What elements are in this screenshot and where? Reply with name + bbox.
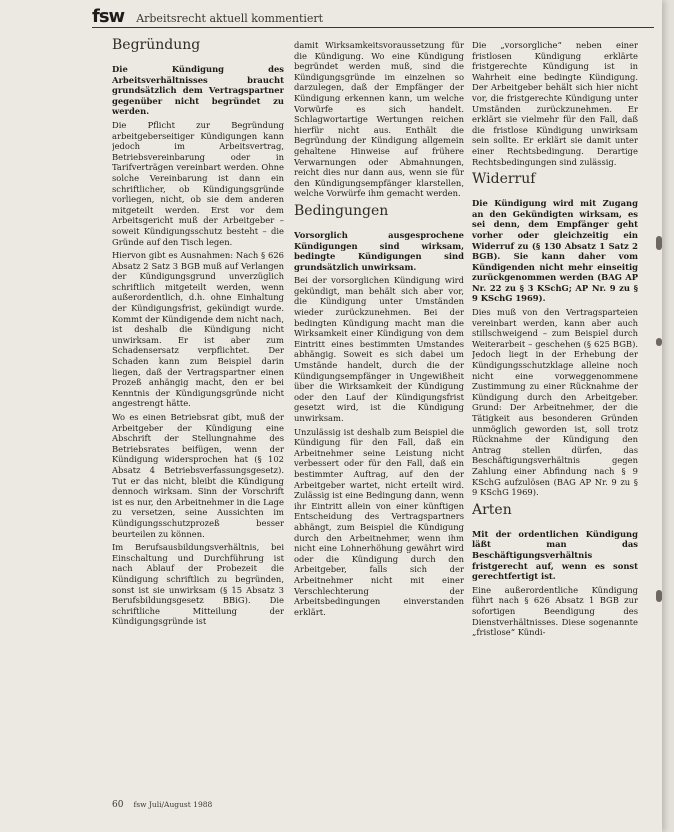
binder-hole-mark	[656, 236, 662, 250]
binder-hole-mark	[656, 590, 662, 602]
body-paragraph: Im Berufsausbildungsverhältnis, bei Einschaltung und Durchführung ist nach Ablauf der Probezeit die Kündigung schriftlich zu begründen, sonst ist sie unwirksam (§ 15 Absatz 3 Berufsbildungsgesetz BBiG). Die schriftliche Mitteilung der Kündigungsgründe ist	[112, 542, 284, 627]
body-paragraph: Eine außerordentliche Kündigung führt nach § 626 Absatz 1 BGB zur sofortigen Beendigung des Dienstverhältnisses. Diese sogenannte „fristlose“ Kündi-	[472, 584, 638, 638]
heading-arten: Arten	[472, 501, 512, 518]
publication-logo: fsw	[92, 6, 125, 27]
body-paragraph: Unzulässig ist deshalb zum Beispiel die Kündigung für den Fall, daß ein Arbeitnehmer seine Leistung nicht verbessert oder für den Fall, daß ein bestimmter Auftrag, auf den der Arbeitgeber wartet, nicht erteilt wird. Zulässig ist eine Bedingung dann, wenn ihr Eintritt allein von einer künftigen Entscheidung des Vertragspartners abhängt, zum Beispiel die Kündigung durch den Arbeitnehmer, wenn ihm nicht eine Lohnerhöhung gewährt wird oder die Kündigung durch den Arbeitgeber, falls sich der Arbeitnehmer nicht mit einer Verschlechterung der Arbeitsbedingungen einverstanden erklärt.	[294, 426, 464, 617]
header-rule	[92, 27, 654, 28]
section-title: Arbeitsrecht aktuell kommentiert	[136, 12, 324, 25]
body-paragraph: Hiervon gibt es Ausnahmen: Nach § 626 Absatz 2 Satz 3 BGB muß auf Verlangen der Kündigungsgrund unverzüglich schriftlich mitgeteilt werden, wenn außerordentlich, d.h. ohne Einhaltung der Kündigungsfrist, gekündigt wurde. Kommt der Kündigende dem nicht nach, ist deshalb die Kündigung nicht unwirksam. Er ist aber zum Schadensersatz verpflichtet. Der Schaden kann zum Beispiel darin liegen, daß der Vertragspartner einen Prozeß anhängig macht, den er bei Kenntnis der Kündigungsgründe nicht angestrengt hätte.	[112, 250, 284, 409]
body-paragraph: damit Wirksamkeitsvoraussetzung für die Kündigung. Wo eine Kündigung begründet werden muß, sind die Kündigungsgründe im einzelnen so darzulegen, daß der Empfänger der Kündigung erkennen kann, um welche Vorwürfe es sich handelt. Schlagwortartige Wertungen reichen hierfür nicht aus. Enthält die Begründung der Kündigung allgemein gehaltene Hinweise auf frühere Verwarnungen oder Abmahnungen, reicht dies nur dann aus, wenn sie für den Kündigungsempfänger klarstellen, welche Vorwürfe ihm gemacht werden.	[294, 40, 464, 199]
body-paragraph: Wo es einen Betriebsrat gibt, muß der Arbeitgeber der Kündigung eine Abschrift der Stellungnahme des Betriebsrates beifügen, wenn der Kündigung widersprochen hat (§ 102 Absatz 4 Betriebsverfassungsgesetz). Tut er das nicht, bleibt die Kündigung dennoch wirksam. Sinn der Vorschrift ist es nur, den Arbeitnehmer in die Lage zu versetzen, seine Aussichten im Kündigungsschutzprozeß besser beurteilen zu können.	[112, 412, 284, 539]
column-3	[472, 40, 638, 641]
column-1	[112, 34, 284, 630]
heading-begruendung: Begründung	[112, 37, 201, 53]
body-paragraph: Bei der vorsorglichen Kündigung wird gekündigt, man behält sich aber vor, die Kündigung unter Umständen wieder zurückzunehmen. Bei der bedingten Kündigung macht man die Wirksamkeit einer Kündigung von dem Eintritt eines bestimmten Umstandes abhängig. Soweit es sich dabei um Umstände handelt, durch die der Kündigungsempfänger in Ungewißheit über die Wirksamkeit der Kündigung oder den Lauf der Kündigungsfrist gesetzt wird, ist die Kündigung unwirksam.	[294, 275, 464, 423]
page-footer	[112, 800, 212, 810]
lead-paragraph: Mit der ordentlichen Kündigung läßt man das Beschäftigungsverhältnis fristgerecht auf, wenn es sonst gerechtfertigt ist.	[472, 528, 638, 582]
lead-paragraph: Die Kündigung wird mit Zugang an den Gekündigten wirksam, es sei denn, dem Empfänger geht vorher oder gleichzeitig ein Widerruf zu (§ 130 Absatz 1 Satz 2 BGB). Sie kann daher vom Kündigenden nicht mehr einseitig zurückgenommen werden (BAG AP Nr. 22 zu § 3 KSchG; AP Nr. 9 zu § 9 KSchG 1969).	[472, 198, 638, 304]
binder-hole-mark	[656, 338, 662, 346]
page-header	[92, 4, 652, 26]
issue-info: fsw Juli/August 1988	[133, 800, 213, 809]
body-paragraph: Dies muß von den Vertragsparteien vereinbart werden, kann aber auch stillschweigend – zum Beispiel durch Weiterarbeit – geschehen (§ 625 BGB). Jedoch liegt in der Erhebung der Kündigungsschutzklage alleine noch nicht eine vorweggenommene Zustimmung zu einer Rücknahme der Kündigung durch den Arbeitgeber. Grund: Der Arbeitnehmer, der die Tätigkeit aus besonderen Gründen unmöglich geworden ist, soll trotz Rücknahme der Kündigung den Antrag stellen dürfen, das Beschäftigungsverhältnis gegen Zahlung einer Abfindung nach § 9 KSchG aufzulösen (BAG AP Nr. 9 zu § 9 KSchG 1969).	[472, 307, 638, 498]
heading-widerruf: Widerruf	[472, 171, 536, 188]
column-2	[294, 40, 464, 620]
lead-paragraph: Vorsorglich ausgesprochene Kündigungen sind wirksam, bedingte Kündigungen sind grundsätzlich unwirksam.	[294, 229, 464, 272]
page-number: 60	[112, 800, 124, 810]
lead-paragraph: Die Kündigung des Arbeitsverhältnisses braucht grundsätzlich dem Vertragspartner gegenüber nicht begründet zu werden.	[112, 64, 284, 117]
body-paragraph: Die „vorsorgliche“ neben einer fristlosen Kündigung erklärte fristgerechte Kündigung ist in Wahrheit eine bedingte Kündigung. Der Arbeitgeber behält sich hier nicht vor, die fristgerechte Kündigung unter Umständen zurückzunehmen. Er erklärt sie vielmehr für den Fall, daß die fristlose Kündigung unwirksam sein sollte. Er erklärt sie damit unter einer Rechtsbedingung. Derartige Rechtsbedingungen sind zulässig.	[472, 40, 638, 167]
heading-bedingungen: Bedingungen	[294, 202, 389, 219]
body-paragraph: Die Pflicht zur Begründung arbeitgeberseitiger Kündigungen kann jedoch im Arbeitsvertrag, Betriebsvereinbarung oder in Tarifverträgen vereinbart werden. Ohne solche Vereinbarung ist dann ein schriftlicher, ob Kündigungsgründe vorliegen, nicht, ob sie dem anderen mitgeteilt werden. Erst vor dem Arbeitsgericht muß der Arbeitgeber – soweit Kündigungsschutz besteht – die Gründe auf den Tisch legen.	[112, 119, 284, 247]
